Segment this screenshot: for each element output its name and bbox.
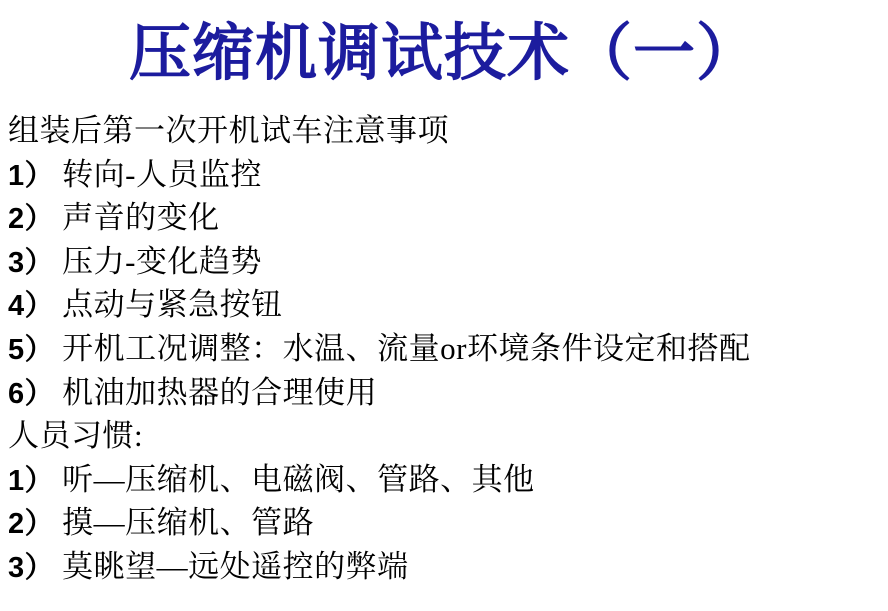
intro-heading: [8, 110, 888, 154]
list-item: [8, 154, 888, 198]
list-item-text: 点动与紧急按钮: [62, 287, 283, 323]
list-item-text: 压力-变化趋势: [62, 243, 262, 279]
section-heading: [8, 415, 888, 459]
section-heading-text: 人员习惯:: [8, 418, 144, 454]
list-item-text: 转向-人员监控: [62, 156, 262, 192]
list-item: [8, 197, 888, 241]
slide-title: 压缩机调试技术（一）: [128, 20, 759, 88]
list-item-text: 声音的变化: [62, 200, 220, 236]
list-item-number: 4）: [8, 290, 55, 323]
list-item-number: 2）: [8, 203, 55, 236]
list-item-number: 3）: [8, 246, 55, 279]
list-item: [8, 459, 888, 503]
list-item-text: 莫眺望—远处遥控的弊端: [62, 548, 409, 584]
intro-heading-text: 组装后第一次开机试车注意事项: [8, 113, 449, 148]
list-item-number: 3）: [8, 551, 55, 584]
list-item-number: 5）: [8, 333, 55, 366]
list-item-text: 摸—压缩机、管路: [62, 505, 315, 541]
list-item: [8, 241, 888, 285]
list-item-number: 6）: [8, 377, 55, 410]
list-item: [8, 328, 888, 372]
list-item-number: 1）: [8, 464, 55, 497]
list-item: [8, 372, 888, 416]
list-item: [8, 546, 888, 590]
list-item-number: 2）: [8, 508, 55, 541]
list-item: [8, 284, 888, 328]
list-item-text: 听—压缩机、电磁阀、管路、其他: [62, 461, 535, 497]
slide-body: [0, 110, 888, 590]
list-item-text: 机油加热器的合理使用: [62, 374, 378, 410]
list-item: [8, 502, 888, 546]
list-item-text: 开机工况调整：水温、流量or环境条件设定和搭配: [62, 330, 751, 366]
list-item-number: 1）: [8, 159, 55, 192]
